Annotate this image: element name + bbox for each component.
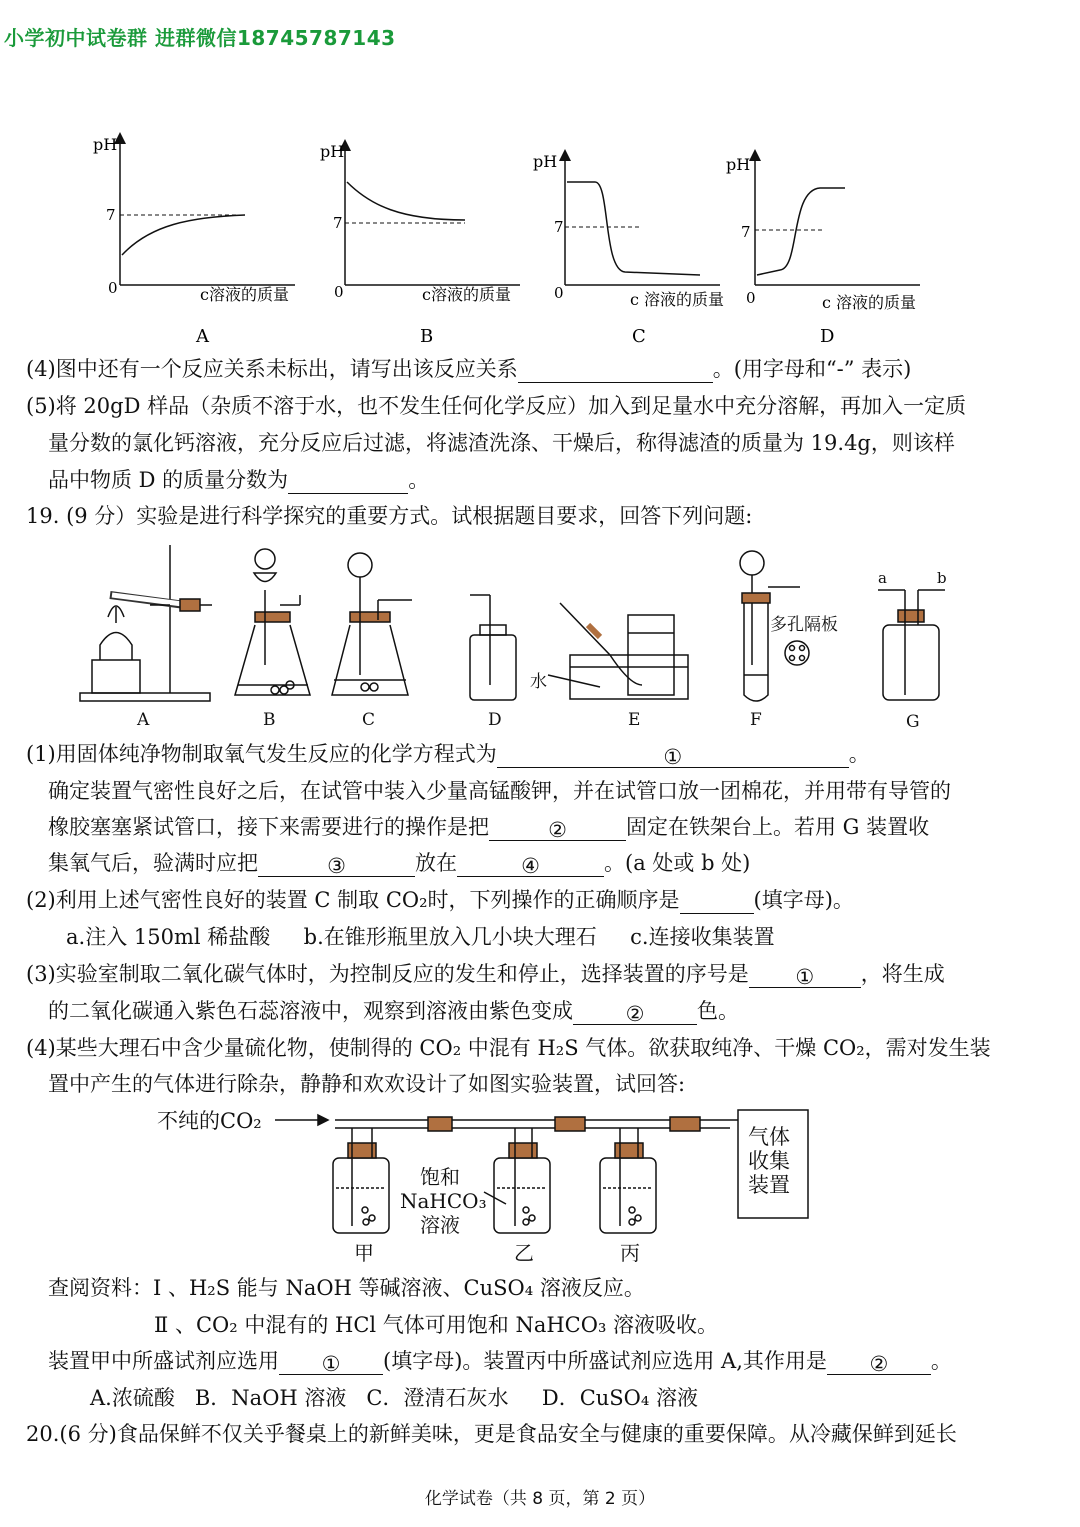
graph-d-letter: D [820, 326, 835, 347]
apparatus-letter-a: A [137, 710, 150, 730]
q18-part4: (4)图中还有一个反应关系未标出，请写出该反应关系 。(用字母和“-” 表示) [26, 357, 912, 381]
q18-part5-line2: 量分数的氯化钙溶液，充分反应后过滤，将滤渣洗涤、干燥后，称得滤渣的质量为 19.4g，则该样 [48, 431, 955, 455]
apparatus-letter-e: E [628, 710, 641, 730]
blank-2[interactable]: ② [489, 816, 626, 841]
collect-label-1: 气体 [748, 1125, 790, 1149]
collect-label-3: 装置 [748, 1173, 790, 1197]
apparatus-letter-b: B [263, 710, 276, 730]
q20-line1: 20.(6 分)食品保鲜不仅关乎餐桌上的新鲜美味，更是食品安全与健康的重要保障。从冷藏保鲜到延长 [26, 1422, 957, 1446]
nahco3-label-1: 饱和 [420, 1165, 460, 1189]
nahco3-label-3: 溶液 [420, 1213, 460, 1237]
nahco3-label-2: NaHCO₃ [400, 1189, 487, 1213]
q19-part1-line3: 橡胶塞塞紧试管口，接下来需要进行的操作是把 ② 固定在铁架台上。若用 G 装置收 [48, 815, 930, 842]
graph-b-ylabel: pH [320, 142, 345, 161]
reference-2: Ⅱ 、CO₂ 中混有的 HCl 气体可用饱和 NaHCO₃ 溶液吸收。 [154, 1313, 719, 1337]
bottle-label-jia: 甲 [354, 1241, 374, 1265]
g-port-b: b [937, 569, 947, 587]
impure-co2-label: 不纯的CO₂ [157, 1109, 262, 1133]
q19-part4-line2: 置中产生的气体进行除杂，静静和欢欢设计了如图实验装置，试回答: [48, 1072, 686, 1096]
q18-part5-line3: 品中物质 D 的质量分数为 。 [48, 468, 430, 492]
porous-plate-label: 多孔隔板 [770, 615, 838, 635]
q19-part4-blank2[interactable]: ② [827, 1350, 931, 1375]
q19-part3-blank1[interactable]: ① [749, 963, 861, 988]
apparatus-g [878, 590, 945, 700]
graph-d-seven: 7 [741, 223, 751, 241]
graph-a-ylabel: pH [93, 135, 118, 154]
graph-a-xlabel: c溶液的质量 [200, 285, 289, 304]
watermark-banner: 小学初中试卷群 进群微信18745787143 [4, 26, 396, 50]
page-footer: 化学试卷（共 8 页，第 2 页） [424, 1489, 656, 1509]
water-label: 水 [530, 672, 547, 692]
q19-part4-line1: (4)某些大理石中含少量硫化物，使制得的 CO₂ 中混有 H₂S 气体。欲获取纯净、干燥 CO₂，需对发生装 [26, 1036, 991, 1060]
graph-b-letter: B [420, 326, 434, 347]
bottle-jia [333, 1128, 389, 1233]
q19-part4-options: A.浓硫酸 B．NaOH 溶液 C．澄清石灰水 D．CuSO₄ 溶液 [90, 1386, 698, 1410]
g-port-a: a [878, 569, 887, 587]
graph-d-ylabel: pH [726, 155, 751, 174]
apparatus-figure [0, 535, 1080, 740]
graph-c-letter: C [632, 326, 646, 347]
q19-part2: (2)利用上述气密性良好的装置 C 制取 CO₂时，下列操作的正确顺序是 (填字母)。 [26, 888, 854, 912]
apparatus-c [332, 553, 412, 695]
graph-a-zero: 0 [108, 279, 118, 297]
graph-c-zero: 0 [554, 284, 564, 302]
q18-part4-blank[interactable] [518, 358, 713, 383]
q19-part4-question: 装置甲中所盛试剂应选用 ① (填字母)。装置丙中所盛试剂应选用 A,其作用是 ② 。 [48, 1349, 952, 1376]
blank-3[interactable]: ③ [258, 852, 415, 877]
apparatus-d [470, 595, 516, 700]
q19-part1-line4: 集氧气后，验满时应把 ③ 放在 ④ 。(a 处或 b 处) [48, 851, 751, 878]
graph-c-xlabel: c 溶液的质量 [630, 290, 725, 309]
ph-graph-d [726, 155, 920, 347]
q19-part3-line2: 的二氧化碳通入紫色石蕊溶液中，观察到溶液由紫色变成 ② 色。 [48, 999, 739, 1026]
graph-d-zero: 0 [746, 289, 756, 307]
apparatus-letter-d: D [488, 710, 502, 730]
q18-part5-blank[interactable] [288, 469, 408, 494]
q19-part2-options: a.注入 150ml 稀盐酸 b.在锥形瓶里放入几小块大理石 c.连接收集装置 [66, 925, 775, 949]
graph-c-seven: 7 [554, 218, 564, 236]
q18-part5-line1: (5)将 20gD 样品（杂质不溶于水，也不发生任何化学反应）加入到足量水中充分溶解，再加入一定质 [26, 394, 967, 418]
ph-graph-a [93, 135, 295, 347]
graph-c-ylabel: pH [533, 152, 558, 171]
purification-figure [0, 1098, 1080, 1273]
bottle-bing [600, 1128, 656, 1233]
q19-part3-blank2[interactable]: ② [573, 1000, 697, 1025]
q19-part1-line2: 确定装置气密性良好之后，在试管中装入少量高锰酸钾，并在试管口放一团棉花，并用带有导管的 [48, 779, 951, 803]
apparatus-letter-f: F [750, 710, 762, 730]
graph-b-seven: 7 [333, 214, 343, 232]
blank-1[interactable]: ① [497, 743, 849, 768]
reference-1: 查阅资料：Ⅰ 、H₂S 能与 NaOH 等碱溶液、CuSO₄ 溶液反应。 [48, 1276, 645, 1300]
ph-graph-b [320, 142, 520, 347]
bottle-label-yi: 乙 [514, 1241, 534, 1265]
q19-part2-blank[interactable] [680, 889, 754, 914]
graph-d-xlabel: c 溶液的质量 [822, 293, 917, 312]
bottle-yi [494, 1128, 550, 1233]
graph-b-xlabel: c溶液的质量 [422, 285, 511, 304]
apparatus-letter-g: G [906, 712, 920, 732]
blank-4[interactable]: ④ [457, 852, 604, 877]
ph-graph-c [533, 152, 724, 347]
ph-graphs-figure [0, 120, 1080, 350]
graph-b-zero: 0 [334, 283, 344, 301]
collect-label-2: 收集 [748, 1149, 790, 1173]
q19-part3-line1: (3)实验室制取二氧化碳气体时，为控制反应的发生和停止，选择装置的序号是 ① ，将生成 [26, 962, 945, 989]
apparatus-a [80, 545, 212, 701]
q19-part4-blank1[interactable]: ① [279, 1350, 383, 1375]
apparatus-b [235, 549, 310, 695]
q19-title: 19. (9 分）实验是进行科学探究的重要方式。试根据题目要求，回答下列问题: [26, 504, 753, 528]
bottle-label-bing: 丙 [620, 1241, 640, 1265]
graph-a-seven: 7 [106, 206, 116, 224]
apparatus-e [548, 603, 688, 699]
q19-part1-line1: (1)用固体纯净物制取氧气发生反应的化学方程式为 ① 。 [26, 742, 870, 769]
apparatus-letter-c: C [362, 710, 376, 730]
graph-a-letter: A [196, 326, 209, 347]
